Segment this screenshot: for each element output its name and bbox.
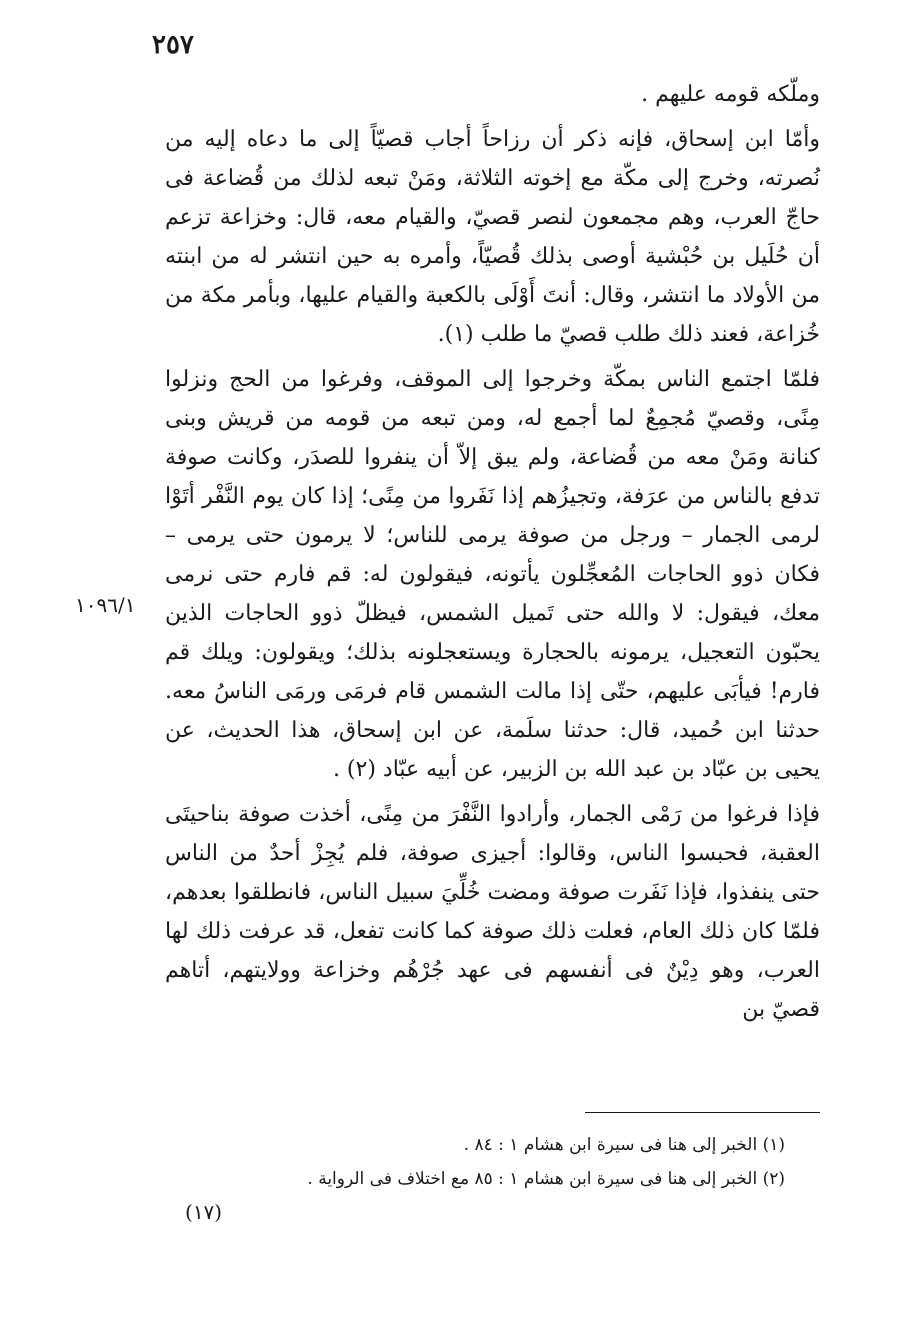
- footnotes: [200, 1128, 785, 1196]
- paragraph-4: فإذا فرغوا من رَمْى الجمار، وأرادوا النَّفْرَ من مِنًى، أخذت صوفة بناحيتَى العقبة، فحبسوا الناس، وقالوا: أجيزى صوفة، فلم يُجِزْ أحدٌ من الناس حتى ينفذوا، فإذا نَفَرت صوفة ومضت خُلِّيَ سبيل الناس، فانطلقوا بعدهم، فلمّا كان ذلك العام، فعلت ذلك صوفة كما كانت تفعل، قد عرفت ذلك لها العرب، وهو دِيْنٌ فى أنفسهم فى عهد جُرْهُم وخزاعة وولايتهم، أتاهم قصيّ بن: [165, 802, 820, 1022]
- page-number: ٢٥٧: [152, 30, 194, 60]
- footnote-1: (١) الخبر إلى هنا فى سيرة ابن هشام ١ : ٨٤ .: [463, 1135, 785, 1155]
- main-text: [165, 75, 820, 1029]
- margin-reference: ١٠٩٦/١: [75, 593, 136, 617]
- footnote-divider: [585, 1112, 820, 1113]
- paragraph-1: وملّكه قومه عليهم .: [641, 82, 820, 107]
- footnote-2: (٢) الخبر إلى هنا فى سيرة ابن هشام ١ : ٨٥ مع اختلاف فى الرواية .: [307, 1169, 785, 1189]
- signature-mark: (١٧): [185, 1200, 223, 1224]
- paragraph-2: وأمّا ابن إسحاق، فإنه ذكر أن رزاحاً أجاب قصيّاً إلى ما دعاه إليه من نُصرته، وخرج إلى مكّة مع إخوته الثلاثة، ومَنْ تبعه لذلك من قُضاعة فى حاجّ العرب، وهم مجمعون لنصر قصيّ، والقيام معه، قال: وخزاعة تزعم أن حُلَيل بن حُبْشية أوصى بذلك قُصيّاً، وأمره به حين انتشر له من ابنته من الأولاد ما انتشر، وقال: أنتَ أَوْلَى بالكعبة والقيام عليها، وبأمر مكة من خُزاعة، فعند ذلك طلب قصيّ ما طلب (١).: [165, 127, 820, 347]
- paragraph-3: فلمّا اجتمع الناس بمكّة وخرجوا إلى الموقف، وفرغوا من الحج ونزلوا مِنًى، وقصيّ مُجمِعٌ لما أجمع له، ومن تبعه من قومه من قريش وبنى كنانة ومَنْ معه من قُضاعة، ولم يبق إلاّ أن ينفروا للصدَر، وكانت صوفة تدفع بالناس من عرَفة، وتجيزُهم إذا نَفَروا من مِنًى؛ إذا كان يوم النَّفْر أتَوْا لرمى الجمار – ورجل من صوفة يرمى للناس؛ لا يرمون حتى يرمى – فكان ذوو الحاجات المُعجِّلون يأتونه، فيقولون له: قم فارم حتى نرمى معك، فيقول: لا والله حتى تَميل الشمس، فيظلّ ذوو الحاجات الذين يحبّون التعجيل، يرمونه بالحجارة ويستعجلونه بذلك؛ ويقولون: ويلك قم فارم! فيأبَى عليهم، حتّى إذا مالت الشمس قام فرمَى ورمَى الناسُ معه. حدثنا ابن حُميد، قال: حدثنا سلَمة، عن ابن إسحاق، هذا الحديث، عن يحيى بن عبّاد بن عبد الله بن الزبير، عن أبيه عبّاد (٢) .: [165, 367, 820, 782]
